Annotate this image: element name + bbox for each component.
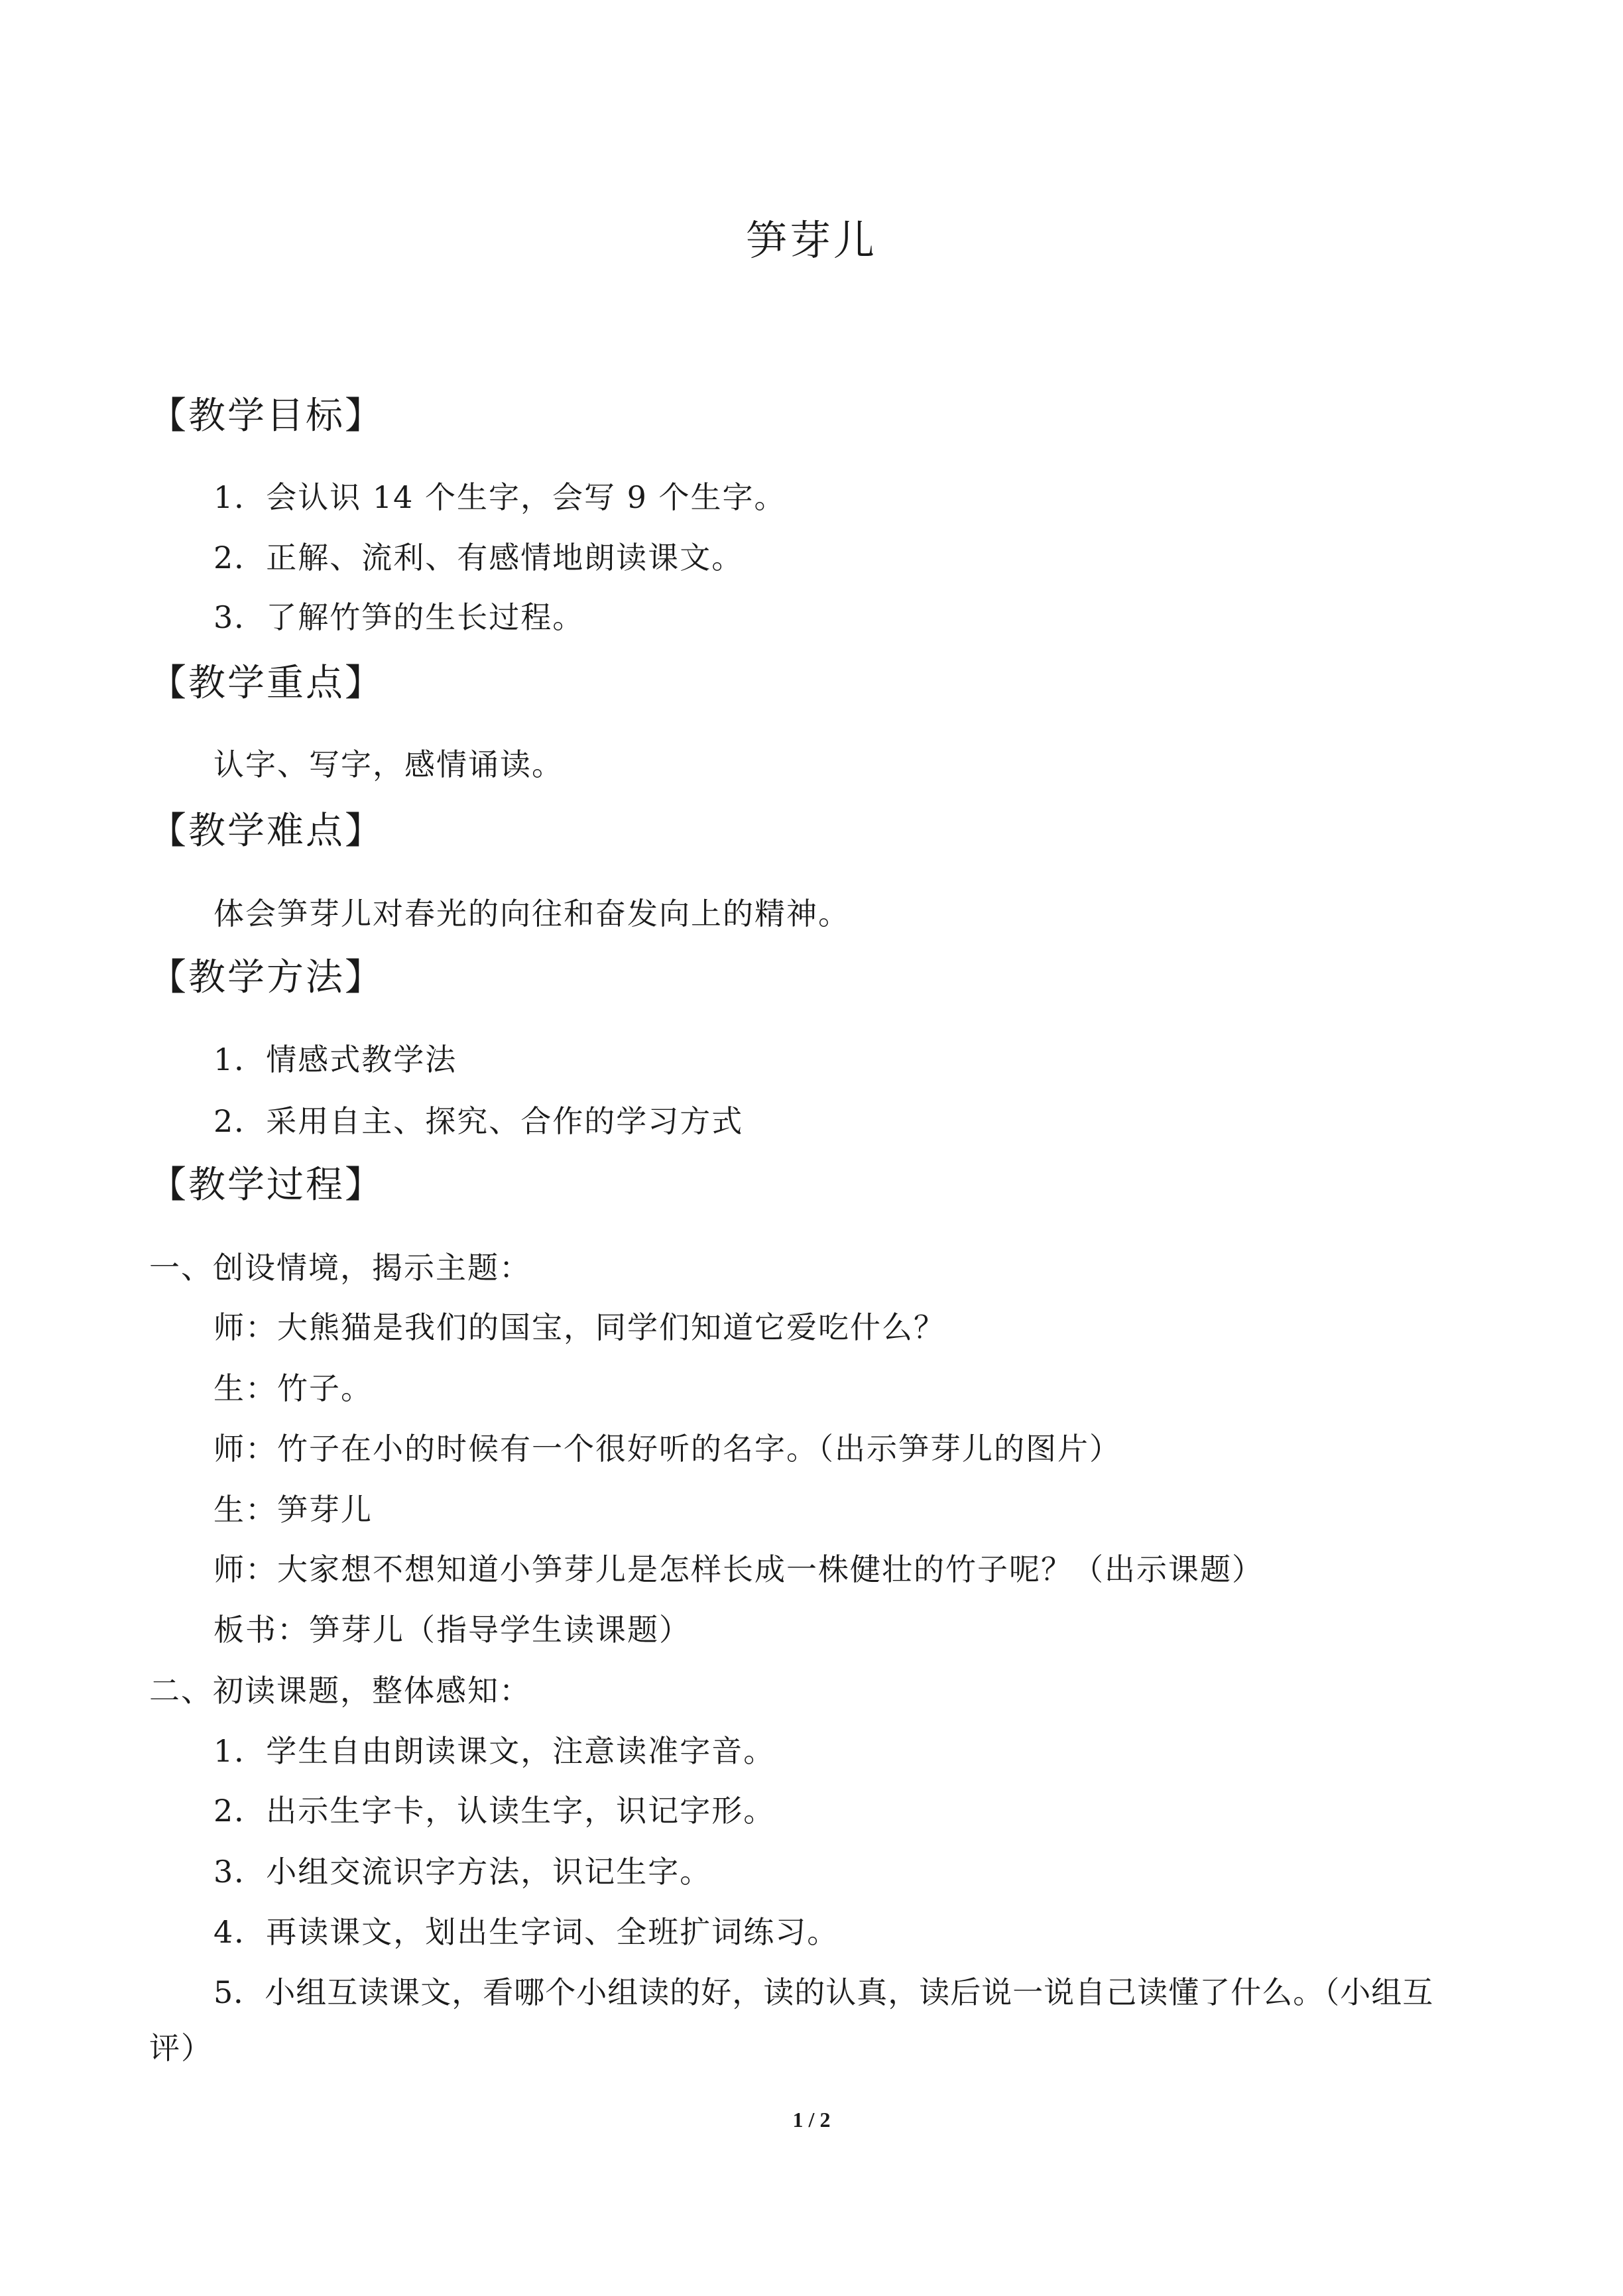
- dialogue-line: 师：大家想不想知道小笋芽儿是怎样长成一株健壮的竹子呢？（出示课题）: [213, 1551, 1264, 1587]
- heading-difficulties: 【教学难点】: [149, 810, 384, 853]
- step-line: 4．再读课文，划出生字词、全班扩词练习。: [213, 1914, 839, 1950]
- heading-process: 【教学过程】: [149, 1164, 384, 1207]
- page-number: 1 / 2: [792, 2108, 831, 2132]
- dialogue-line: 生：笋芽儿: [213, 1492, 373, 1528]
- dialogue-line: 师：竹子在小的时候有一个很好听的名字。（出示笋芽儿的图片）: [213, 1431, 1121, 1467]
- section2-title: 二、初读课题，整体感知：: [149, 1673, 531, 1709]
- dialogue-line: 生：竹子。: [213, 1370, 373, 1406]
- section1-title: 一、创设情境，揭示主题：: [149, 1250, 531, 1286]
- heading-methods: 【教学方法】: [149, 956, 384, 999]
- goal-item-3: 3．了解竹笋的生长过程。: [213, 599, 585, 635]
- key-points-text: 认字、写字，感情诵读。: [213, 747, 564, 782]
- step-line: 2．出示生字卡，认读生字，识记字形。: [213, 1793, 776, 1829]
- method-item-2: 2．采用自主、探究、合作的学习方式: [213, 1103, 744, 1139]
- dialogue-line: 师：大熊猫是我们的国宝，同学们知道它爱吃什么？: [213, 1309, 945, 1345]
- goal-item-2: 2．正解、流利、有感情地朗读课文。: [213, 540, 744, 575]
- difficulties-text: 体会笋芽儿对春光的向往和奋发向上的精神。: [213, 896, 850, 932]
- step-line: 3．小组交流识字方法，识记生字。: [213, 1854, 712, 1890]
- heading-key-points: 【教学重点】: [149, 662, 384, 705]
- step-line-continuation: 评）: [149, 2030, 213, 2066]
- heading-teaching-goals: 【教学目标】: [149, 394, 384, 438]
- step-line: 1．学生自由朗读课文，注意读准字音。: [213, 1733, 776, 1769]
- step-line: 5．小组互读课文，看哪个小组读的好，读的认真，读后说一说自己读懂了什么。（小组互: [213, 1974, 1434, 2010]
- document-title: 笋芽儿: [745, 216, 877, 265]
- method-item-1: 1．情感式教学法: [213, 1042, 457, 1077]
- dialogue-line: 板书：笋芽儿（指导学生读课题）: [213, 1612, 691, 1648]
- goal-item-1: 1．会认识 14 个生字，会写 9 个生字。: [213, 479, 786, 515]
